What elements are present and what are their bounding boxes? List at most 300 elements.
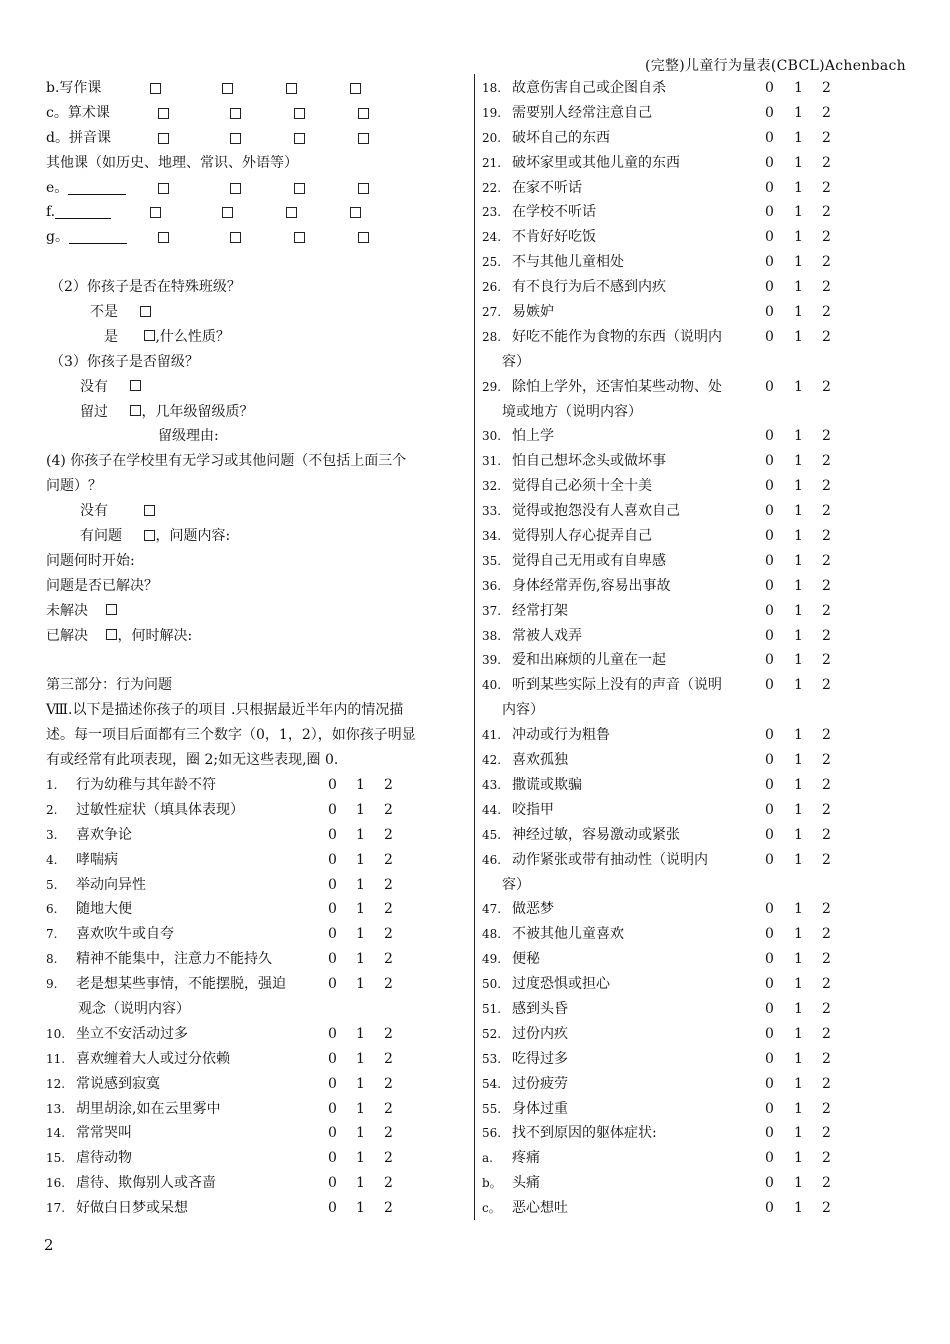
score-option-2[interactable]: 2: [822, 627, 831, 644]
score-option-1[interactable]: 1: [794, 727, 803, 744]
score-option-2[interactable]: 2: [822, 453, 831, 470]
behavior-item: [482, 972, 902, 997]
score-option-1[interactable]: 1: [356, 1050, 365, 1067]
score-option-2[interactable]: 2: [384, 826, 393, 843]
subject-name-blank[interactable]: [55, 204, 111, 219]
rating-checkbox[interactable]: [230, 133, 241, 144]
score-option-1[interactable]: 1: [356, 1025, 365, 1042]
item-text: 常常哭叫: [76, 1125, 132, 1142]
item-number: 2.: [46, 802, 58, 817]
part3-instructions-1: Ⅷ.以下是描述你孩子的项目 .只根据最近半年内的情况描: [46, 702, 404, 719]
score-option-1[interactable]: 1: [356, 1125, 365, 1142]
item-number: 52.: [482, 1026, 502, 1041]
behavior-item: [482, 1022, 902, 1047]
item-text: 怕上学: [512, 428, 554, 445]
item-text: 过敏性症状（填具体表现）: [76, 801, 244, 818]
score-option-0[interactable]: 0: [328, 901, 337, 918]
score-option-1[interactable]: 1: [356, 1100, 365, 1117]
score-option-1[interactable]: 1: [794, 602, 803, 619]
item-number: 7.: [46, 927, 58, 942]
item-number: 18.: [482, 81, 502, 95]
rating-checkbox[interactable]: [294, 133, 305, 144]
score-option-1[interactable]: 1: [794, 129, 803, 146]
score-option-0[interactable]: 0: [765, 1050, 774, 1067]
score-option-1[interactable]: 1: [356, 1150, 365, 1167]
score-option-2[interactable]: 2: [822, 652, 831, 669]
score-option-2[interactable]: 2: [384, 951, 393, 968]
score-option-0[interactable]: 0: [765, 154, 774, 171]
score-option-1[interactable]: 1: [794, 752, 803, 769]
score-option-0[interactable]: 0: [328, 1125, 337, 1142]
score-option-0[interactable]: 0: [328, 826, 337, 843]
score-option-2[interactable]: 2: [822, 528, 831, 545]
score-option-0[interactable]: 0: [765, 80, 774, 96]
score-option-1[interactable]: 1: [794, 1075, 803, 1092]
rating-checkbox[interactable]: [158, 108, 169, 119]
score-option-1[interactable]: 1: [794, 104, 803, 121]
part3-title: 第三部分：行为问题: [46, 677, 172, 694]
option-is-special: [46, 325, 468, 350]
item-number: 41.: [482, 728, 502, 743]
score-option-0[interactable]: 0: [765, 528, 774, 545]
score-option-2[interactable]: 2: [822, 1125, 831, 1142]
score-option-1[interactable]: 1: [794, 80, 803, 96]
score-option-0[interactable]: 0: [765, 229, 774, 246]
rating-checkbox[interactable]: [158, 183, 169, 194]
score-option-2[interactable]: 2: [822, 254, 831, 271]
score-option-0[interactable]: 0: [765, 428, 774, 445]
score-option-1[interactable]: 1: [794, 528, 803, 545]
behavior-item: [482, 823, 902, 848]
score-option-0[interactable]: 0: [328, 801, 337, 818]
score-option-2[interactable]: 2: [822, 1025, 831, 1042]
score-option-0[interactable]: 0: [765, 204, 774, 221]
checkbox-not-held-back[interactable]: [130, 380, 141, 391]
score-option-2[interactable]: 2: [822, 976, 831, 993]
score-option-2[interactable]: 2: [822, 776, 831, 793]
item-number: 51.: [482, 1001, 502, 1016]
rating-checkbox[interactable]: [358, 183, 369, 194]
score-option-1[interactable]: 1: [356, 926, 365, 943]
score-option-2[interactable]: 2: [384, 1150, 393, 1167]
subject-row: [46, 200, 468, 225]
item-number: 21.: [482, 155, 502, 170]
item-text: 不被其他儿童喜欢: [512, 926, 624, 943]
score-option-1[interactable]: 1: [794, 254, 803, 271]
item-number: 20.: [482, 130, 502, 145]
score-option-0[interactable]: 0: [328, 1100, 337, 1117]
score-option-0[interactable]: 0: [328, 1200, 337, 1217]
left-column: [46, 76, 468, 1221]
score-option-0[interactable]: 0: [765, 503, 774, 520]
rating-checkbox[interactable]: [230, 232, 241, 243]
score-option-0[interactable]: 0: [765, 1025, 774, 1042]
behavior-item: [482, 574, 902, 599]
score-option-1[interactable]: 1: [356, 826, 365, 843]
score-option-1[interactable]: 1: [794, 1050, 803, 1067]
score-option-1[interactable]: 1: [794, 1025, 803, 1042]
item-text: 除怕上学外，还害怕某些动物、处: [512, 378, 722, 395]
behavior-item: [482, 176, 902, 201]
score-option-2[interactable]: 2: [384, 776, 393, 793]
rating-checkbox[interactable]: [222, 207, 233, 218]
score-option-1[interactable]: 1: [356, 801, 365, 818]
score-option-1[interactable]: 1: [794, 1175, 803, 1192]
score-option-1[interactable]: 1: [794, 677, 803, 694]
score-option-0[interactable]: 0: [765, 279, 774, 296]
option-label: 已解决: [46, 627, 88, 644]
score-option-1[interactable]: 1: [356, 1200, 365, 1217]
score-option-1[interactable]: 1: [794, 1100, 803, 1117]
score-option-2[interactable]: 2: [822, 602, 831, 619]
score-option-2[interactable]: 2: [384, 1075, 393, 1092]
checkbox-no-problems[interactable]: [144, 505, 155, 516]
score-option-1[interactable]: 1: [356, 776, 365, 793]
rating-checkbox[interactable]: [358, 232, 369, 243]
item-number: 43.: [482, 777, 502, 792]
rating-checkbox[interactable]: [230, 108, 241, 119]
item-number: 1.: [46, 777, 58, 792]
score-option-1[interactable]: 1: [794, 1000, 803, 1017]
score-option-2[interactable]: 2: [384, 901, 393, 918]
score-option-0[interactable]: 0: [765, 627, 774, 644]
subject-grid: [46, 76, 468, 151]
score-option-2[interactable]: 2: [384, 1050, 393, 1067]
score-option-2[interactable]: 2: [822, 552, 831, 569]
spacer: [46, 250, 468, 275]
score-option-0[interactable]: 0: [765, 602, 774, 619]
score-option-2[interactable]: 2: [822, 104, 831, 121]
score-option-0[interactable]: 0: [765, 752, 774, 769]
other-subjects-label: 其他课（如历史、地理、常识、外语等）: [46, 154, 298, 171]
rating-checkbox[interactable]: [150, 83, 161, 94]
score-option-2[interactable]: 2: [822, 279, 831, 296]
checkbox-resolved[interactable]: [106, 629, 117, 640]
score-option-0[interactable]: 0: [328, 776, 337, 793]
score-option-0[interactable]: 0: [765, 1075, 774, 1092]
rating-checkbox[interactable]: [358, 133, 369, 144]
item-number: 17.: [46, 1201, 66, 1216]
score-option-0[interactable]: 0: [765, 328, 774, 345]
score-option-1[interactable]: 1: [794, 826, 803, 843]
behavior-item: [482, 599, 902, 624]
rating-checkbox[interactable]: [286, 207, 297, 218]
subject-label: g。: [46, 229, 69, 246]
behavior-item: [482, 300, 902, 325]
score-option-1[interactable]: 1: [794, 1125, 803, 1142]
item-number: 36.: [482, 578, 502, 593]
item-number: 37.: [482, 603, 502, 618]
score-option-0[interactable]: 0: [765, 1175, 774, 1192]
rating-checkbox[interactable]: [158, 232, 169, 243]
item-number: 3.: [46, 827, 58, 842]
score-option-1[interactable]: 1: [794, 951, 803, 968]
score-option-1[interactable]: 1: [794, 279, 803, 296]
rating-checkbox[interactable]: [150, 207, 161, 218]
score-option-2[interactable]: 2: [822, 179, 831, 196]
score-option-0[interactable]: 0: [328, 851, 337, 868]
score-option-2[interactable]: 2: [384, 876, 393, 893]
score-option-0[interactable]: 0: [765, 951, 774, 968]
behavior-item: [482, 549, 902, 574]
score-option-2[interactable]: 2: [822, 901, 831, 918]
score-option-1[interactable]: 1: [356, 851, 365, 868]
score-option-2[interactable]: 2: [384, 1200, 393, 1217]
score-option-1[interactable]: 1: [794, 453, 803, 470]
behavior-item: [482, 848, 902, 873]
score-option-0[interactable]: 0: [328, 1150, 337, 1167]
subject-name-blank[interactable]: [69, 229, 127, 244]
score-option-2[interactable]: 2: [822, 801, 831, 818]
score-option-2[interactable]: 2: [822, 204, 831, 221]
item-number: 44.: [482, 802, 502, 817]
score-option-1[interactable]: 1: [794, 577, 803, 594]
behavior-item: [46, 1097, 468, 1122]
score-option-1[interactable]: 1: [794, 204, 803, 221]
score-option-0[interactable]: 0: [765, 652, 774, 669]
rating-checkbox[interactable]: [222, 83, 233, 94]
item-text: 虐待动物: [76, 1150, 132, 1167]
score-option-0[interactable]: 0: [765, 304, 774, 321]
behavior-item: [482, 200, 902, 225]
score-option-2[interactable]: 2: [384, 1100, 393, 1117]
score-option-2[interactable]: 2: [384, 801, 393, 818]
behavior-item: [482, 76, 902, 101]
score-option-0[interactable]: 0: [328, 1050, 337, 1067]
score-option-0[interactable]: 0: [765, 727, 774, 744]
score-option-1[interactable]: 1: [794, 478, 803, 495]
option-suffix: ，几年级留级质？: [141, 403, 254, 420]
score-option-0[interactable]: 0: [328, 976, 337, 993]
item-text: 过份疲劳: [512, 1075, 568, 1092]
score-option-2[interactable]: 2: [822, 577, 831, 594]
item-number: 53.: [482, 1051, 502, 1066]
score-option-1[interactable]: 1: [794, 179, 803, 196]
score-option-2[interactable]: 2: [822, 926, 831, 943]
item-text: 做恶梦: [512, 901, 554, 918]
score-option-0[interactable]: 0: [765, 677, 774, 694]
score-option-0[interactable]: 0: [765, 851, 774, 868]
score-option-0[interactable]: 0: [765, 254, 774, 271]
item-text: 经常打架: [512, 602, 568, 619]
score-option-1[interactable]: 1: [356, 876, 365, 893]
item-number: 5.: [46, 877, 58, 892]
behavior-item: [482, 424, 902, 449]
checkbox-not-special[interactable]: [140, 306, 151, 317]
behavior-item: [46, 922, 468, 947]
item-text: 喜欢缠着大人或过分依赖: [76, 1050, 230, 1067]
score-option-0[interactable]: 0: [765, 1125, 774, 1142]
item-text: 头痛: [512, 1175, 540, 1192]
item-text: 坐立不安活动过多: [76, 1025, 188, 1042]
score-option-2[interactable]: 2: [822, 727, 831, 744]
score-option-2[interactable]: 2: [822, 129, 831, 146]
item-text-continued: 容）: [502, 353, 530, 370]
score-option-1[interactable]: 1: [794, 776, 803, 793]
score-option-1[interactable]: 1: [356, 1075, 365, 1092]
score-option-2[interactable]: 2: [384, 1125, 393, 1142]
rating-checkbox[interactable]: [294, 232, 305, 243]
item-text: 身体过重: [512, 1100, 568, 1117]
item-number: b。: [482, 1176, 502, 1191]
right-column: [482, 76, 902, 1221]
score-option-2[interactable]: 2: [822, 826, 831, 843]
score-option-0[interactable]: 0: [328, 951, 337, 968]
subject-name-blank[interactable]: [68, 180, 126, 195]
score-option-2[interactable]: 2: [822, 1150, 831, 1167]
score-option-1[interactable]: 1: [794, 1150, 803, 1167]
score-option-2[interactable]: 2: [822, 752, 831, 769]
item-text: 举动向异性: [76, 876, 146, 893]
score-option-2[interactable]: 2: [822, 328, 831, 345]
item-text: 撒谎或欺骗: [512, 776, 582, 793]
checkbox-is-special[interactable]: [144, 330, 155, 341]
rating-checkbox[interactable]: [294, 183, 305, 194]
score-option-0[interactable]: 0: [765, 104, 774, 121]
score-option-1[interactable]: 1: [794, 1200, 803, 1217]
score-option-1[interactable]: 1: [794, 627, 803, 644]
item-text: 破坏自己的东西: [512, 129, 610, 146]
score-option-0[interactable]: 0: [328, 1025, 337, 1042]
rating-checkbox[interactable]: [358, 108, 369, 119]
score-option-2[interactable]: 2: [384, 851, 393, 868]
score-option-0[interactable]: 0: [765, 1200, 774, 1217]
rating-checkbox[interactable]: [158, 133, 169, 144]
item-number: 11.: [46, 1051, 66, 1066]
score-option-2[interactable]: 2: [822, 951, 831, 968]
item-number: 54.: [482, 1076, 502, 1091]
score-option-0[interactable]: 0: [765, 1100, 774, 1117]
score-option-1[interactable]: 1: [794, 428, 803, 445]
score-option-1[interactable]: 1: [794, 552, 803, 569]
item-text: 随地大便: [76, 901, 132, 918]
score-option-1[interactable]: 1: [794, 304, 803, 321]
item-text: 找不到原因的躯体症状:: [512, 1125, 657, 1142]
item-text: 喜欢孤独: [512, 752, 568, 769]
score-option-1[interactable]: 1: [356, 976, 365, 993]
option-label: 没有: [80, 378, 108, 395]
checkbox-unsolved[interactable]: [106, 604, 117, 615]
checkbox-has-problems[interactable]: [144, 530, 155, 541]
behavior-item: [482, 250, 902, 275]
score-option-1[interactable]: 1: [356, 901, 365, 918]
behavior-item: [482, 723, 902, 748]
score-option-0[interactable]: 0: [328, 876, 337, 893]
score-option-0[interactable]: 0: [765, 453, 774, 470]
score-option-1[interactable]: 1: [794, 503, 803, 520]
score-option-1[interactable]: 1: [794, 328, 803, 345]
item-number: 32.: [482, 479, 502, 494]
score-option-0[interactable]: 0: [328, 1075, 337, 1092]
score-option-0[interactable]: 0: [765, 1150, 774, 1167]
score-option-0[interactable]: 0: [765, 901, 774, 918]
score-option-2[interactable]: 2: [822, 154, 831, 171]
score-option-0[interactable]: 0: [765, 826, 774, 843]
item-text: 不肯好好吃饭: [512, 229, 596, 246]
rating-checkbox[interactable]: [286, 83, 297, 94]
score-option-0[interactable]: 0: [765, 976, 774, 993]
item-text: 过份内疚: [512, 1025, 568, 1042]
score-option-1[interactable]: 1: [794, 229, 803, 246]
score-option-0[interactable]: 0: [328, 1175, 337, 1192]
score-option-2[interactable]: 2: [384, 1175, 393, 1192]
rating-checkbox[interactable]: [350, 83, 361, 94]
score-option-0[interactable]: 0: [328, 926, 337, 943]
score-option-2[interactable]: 2: [822, 1200, 831, 1217]
score-option-1[interactable]: 1: [356, 951, 365, 968]
checkbox-held-back[interactable]: [130, 405, 141, 416]
score-option-2[interactable]: 2: [822, 503, 831, 520]
score-option-2[interactable]: 2: [822, 677, 831, 694]
score-option-0[interactable]: 0: [765, 926, 774, 943]
item-text: 冲动或行为粗鲁: [512, 727, 610, 744]
item-number: 15.: [46, 1151, 66, 1166]
score-option-2[interactable]: 2: [822, 1075, 831, 1092]
score-option-2[interactable]: 2: [822, 229, 831, 246]
score-option-2[interactable]: 2: [822, 378, 831, 395]
item-text: 喜欢争论: [76, 826, 132, 843]
score-option-0[interactable]: 0: [765, 1000, 774, 1017]
score-option-0[interactable]: 0: [765, 179, 774, 196]
score-option-1[interactable]: 1: [794, 652, 803, 669]
subject-row: [46, 76, 468, 101]
item-text: 破坏家里或其他儿童的东西: [512, 154, 680, 171]
score-option-0[interactable]: 0: [765, 478, 774, 495]
item-number: 48.: [482, 927, 502, 942]
behavior-item: [46, 1047, 468, 1072]
score-option-2[interactable]: 2: [822, 1100, 831, 1117]
score-option-2[interactable]: 2: [822, 851, 831, 868]
score-option-1[interactable]: 1: [794, 976, 803, 993]
score-option-2[interactable]: 2: [822, 304, 831, 321]
score-option-0[interactable]: 0: [765, 129, 774, 146]
score-option-2[interactable]: 2: [822, 478, 831, 495]
score-option-2[interactable]: 2: [384, 1025, 393, 1042]
score-option-0[interactable]: 0: [765, 577, 774, 594]
behavior-item: [46, 798, 468, 823]
score-option-1[interactable]: 1: [356, 1175, 365, 1192]
item-text: 好吃不能作为食物的东西（说明内: [512, 328, 722, 345]
item-text: 行为幼稚与其年龄不符: [76, 776, 216, 793]
behavior-item: [46, 947, 468, 972]
item-number: 35.: [482, 553, 502, 568]
subject-row: [46, 176, 468, 201]
score-option-1[interactable]: 1: [794, 926, 803, 943]
score-option-2[interactable]: 2: [822, 1000, 831, 1017]
score-option-1[interactable]: 1: [794, 901, 803, 918]
score-option-1[interactable]: 1: [794, 851, 803, 868]
score-option-2[interactable]: 2: [822, 1050, 831, 1067]
score-option-2[interactable]: 2: [384, 926, 393, 943]
score-option-2[interactable]: 2: [822, 1175, 831, 1192]
score-option-2[interactable]: 2: [822, 80, 831, 96]
score-option-0[interactable]: 0: [765, 378, 774, 395]
item-text: 不与其他儿童相处: [512, 254, 624, 271]
rating-checkbox[interactable]: [294, 108, 305, 119]
item-text-continued: 容）: [502, 876, 530, 893]
score-option-0[interactable]: 0: [765, 776, 774, 793]
rating-checkbox[interactable]: [230, 183, 241, 194]
score-option-2[interactable]: 2: [822, 428, 831, 445]
score-option-2[interactable]: 2: [384, 976, 393, 993]
score-option-1[interactable]: 1: [794, 801, 803, 818]
score-option-0[interactable]: 0: [765, 801, 774, 818]
option-label: 留过: [80, 403, 108, 420]
rating-checkbox[interactable]: [350, 207, 361, 218]
score-option-1[interactable]: 1: [794, 378, 803, 395]
score-option-0[interactable]: 0: [765, 552, 774, 569]
score-option-1[interactable]: 1: [794, 154, 803, 171]
